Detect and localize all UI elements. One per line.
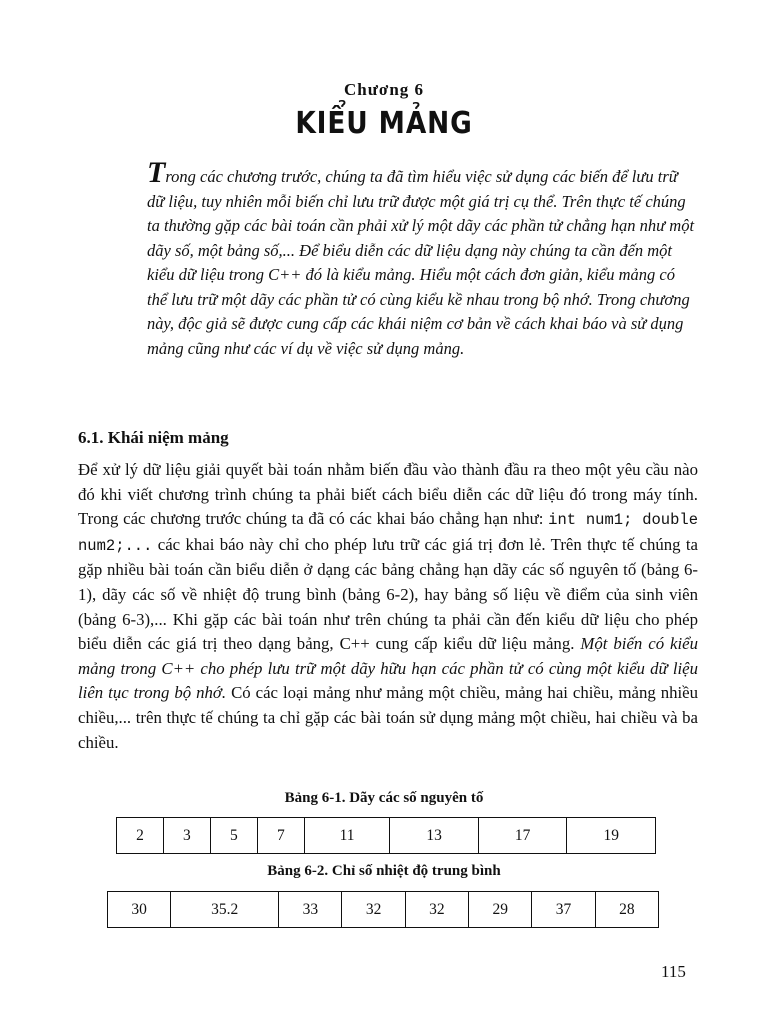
table1-caption: Bảng 6-1. Dãy các số nguyên tố bbox=[284, 790, 484, 806]
table-cell: 30 bbox=[108, 892, 171, 928]
table-cell: 19 bbox=[567, 818, 656, 854]
table-cell: 32 bbox=[405, 892, 468, 928]
table2-caption: Bảng 6-2. Chỉ số nhiệt độ trung bình bbox=[267, 863, 501, 879]
section-body bbox=[78, 458, 698, 755]
code-snippet: int num1; double num2;... bbox=[78, 511, 699, 555]
body-paragraph-3: Có các loại mảng như mảng một chiều, mảng hai chiều, mảng nhiều chiều,... trên thực tế chúng ta chỉ gặp các bài toán sử dụng mảng một chiều, hai chiều và ba chiều. bbox=[78, 683, 699, 752]
page-number: 115 bbox=[661, 962, 686, 981]
table-cell: 29 bbox=[469, 892, 532, 928]
chapter-intro bbox=[147, 156, 699, 361]
chapter-number: Chương 6 bbox=[343, 80, 425, 99]
table-cell: 37 bbox=[532, 892, 595, 928]
table-cell: 32 bbox=[342, 892, 405, 928]
table-cell: 7 bbox=[257, 818, 304, 854]
table-cell: 5 bbox=[210, 818, 257, 854]
table-cell: 33 bbox=[279, 892, 342, 928]
intro-dropcap: T bbox=[147, 156, 166, 189]
table1-primes bbox=[116, 817, 656, 854]
table-cell: 13 bbox=[390, 818, 479, 854]
table-row bbox=[117, 818, 656, 854]
intro-text: rong các chương trước, chúng ta đã tìm hiểu việc sử dụng các biến để lưu trữ dữ liệu, tuy nhiên mỗi biến chỉ lưu trữ được một giá trị cụ thể. Trên thực tế chúng ta thường gặp các bài toán cần phải xử lý một dãy các phần tử chẳng hạn như một dãy số, một bảng số,... Để biểu diễn các dữ liệu dạng này chúng ta cần đến một kiểu dữ liệu trong C++ đó là kiểu mảng. Hiểu một cách đơn giản, kiểu mảng có thể lưu trữ một dãy các phần tử có cùng kiểu kề nhau trong bộ nhớ. Trong chương này, độc giả sẽ được cung cấp các khái niệm cơ bản về cách khai báo và sử dụng mảng cũng như các ví dụ về việc sử dụng mảng. bbox=[147, 167, 695, 358]
table-cell: 17 bbox=[478, 818, 567, 854]
chapter-title: KIỂU MẢNG bbox=[295, 106, 473, 141]
table2-temperatures bbox=[107, 891, 659, 928]
table-row bbox=[108, 892, 659, 928]
section-title: 6.1. Khái niệm mảng bbox=[78, 428, 229, 447]
table-cell: 11 bbox=[304, 818, 390, 854]
table-cell: 28 bbox=[595, 892, 658, 928]
body-paragraph-1: Để xử lý dữ liệu giải quyết bài toán nhằm biến đầu vào thành đầu ra theo một yêu cầu nào đó khi viết chương trình chúng ta phải biết cách biểu diễn các dữ liệu đó trong máy tính. Trong các chương trước chúng ta đã có các khai báo chẳng hạn như: bbox=[78, 460, 698, 529]
table-cell: 2 bbox=[117, 818, 164, 854]
body-paragraph-2: các khai báo này chỉ cho phép lưu trữ các giá trị đơn lẻ. Trên thực tế chúng ta gặp nhiều bài toán cần biểu diễn ở dạng các bảng chẳng hạn dãy các số nguyên tố (bảng 6-1), dãy các số về nhiệt độ trung bình (bảng 6-2), hay bảng số liệu về điểm của sinh viên (bảng 6-3),... Khi gặp các bài toán như trên chúng ta phải cần đến kiểu dữ liệu cho phép biểu diễn các giá trị theo dạng bảng, C++ cung cấp kiểu dữ liệu mảng. bbox=[78, 534, 698, 654]
table-cell: 35.2 bbox=[171, 892, 279, 928]
table-cell: 3 bbox=[163, 818, 210, 854]
array-definition: Một biến có kiểu mảng trong C++ cho phép lưu trữ một dãy hữu hạn các phần tử có cùng một kiểu dữ liệu liên tục trong bộ nhớ. bbox=[78, 634, 698, 703]
